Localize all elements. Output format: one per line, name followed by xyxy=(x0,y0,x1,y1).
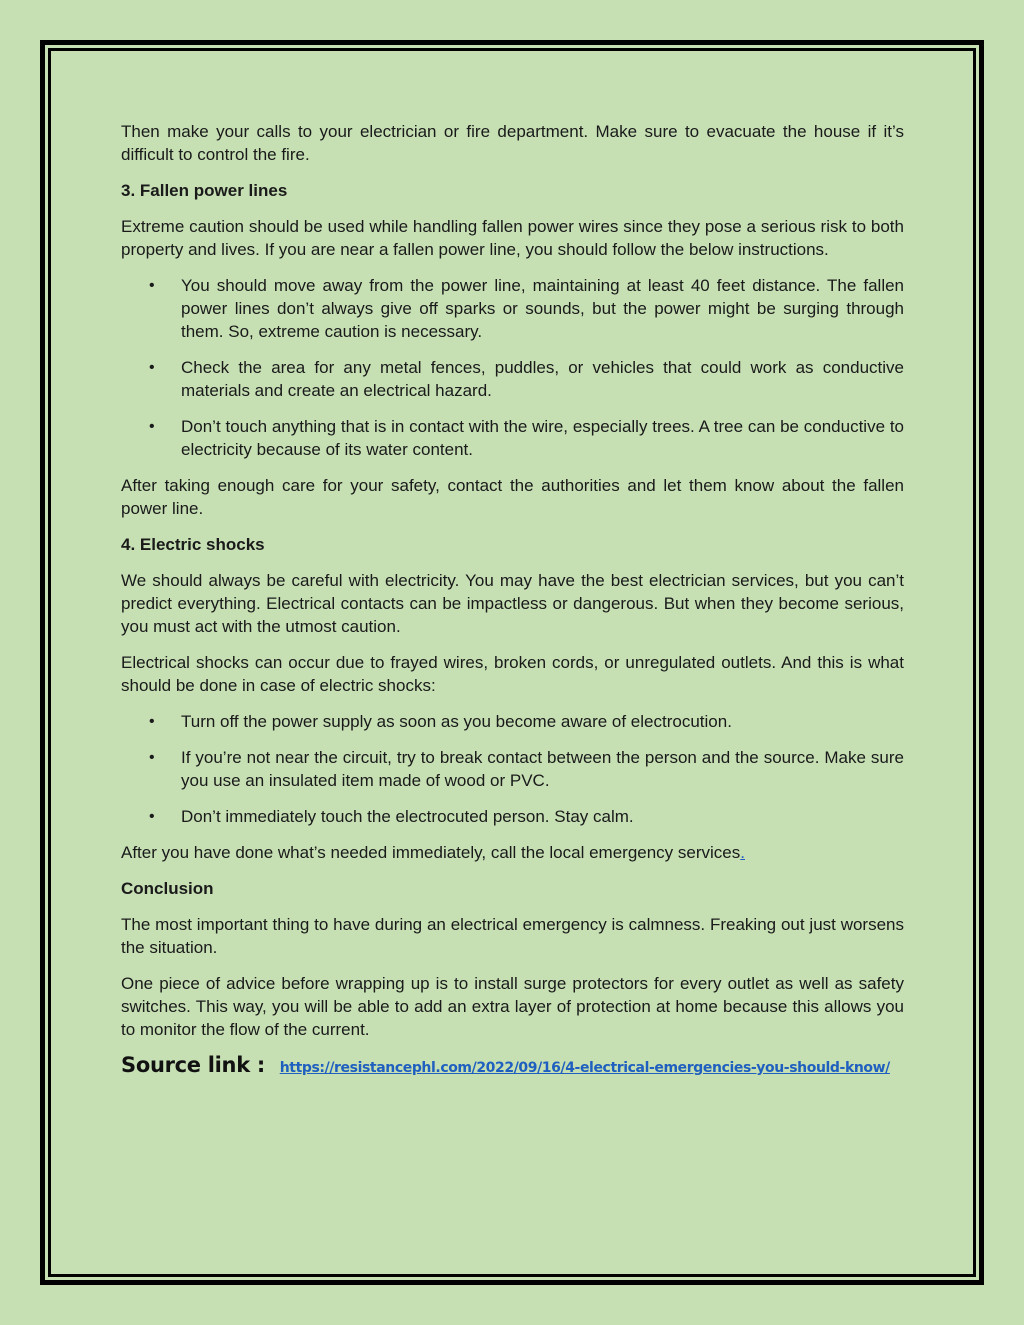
list-item xyxy=(121,805,904,828)
list-item-text: Don’t immediately touch the electrocuted person. Stay calm. xyxy=(181,807,634,826)
source-link-label: Source link : xyxy=(121,1053,265,1077)
shocks-paragraph-2: Electrical shocks can occur due to frayed wires, broken cords, or unregulated outlets. And this is what should be done in case of electric shocks: xyxy=(121,653,904,695)
trailing-link[interactable]: . xyxy=(740,843,745,862)
fallen-intro-paragraph: Extreme caution should be used while handling fallen power wires since they pose a serious risk to both property and lives. If you are near a fallen power line, you should follow the below instructions. xyxy=(121,217,904,259)
list-item-text: If you’re not near the circuit, try to break contact between the person and the source. Make sure you use an insulated item made of wood or PVC. xyxy=(181,748,904,790)
list-item xyxy=(121,415,904,461)
fallen-after-paragraph: After taking enough care for your safety, contact the authorities and let them know about the fallen power line. xyxy=(121,476,904,518)
heading-electric-shocks: 4. Electric shocks xyxy=(121,535,265,554)
bullet-icon: • xyxy=(149,418,155,435)
bullet-icon: • xyxy=(149,713,155,730)
bullet-icon: • xyxy=(149,277,155,294)
intro-paragraph: Then make your calls to your electrician or fire department. Make sure to evacuate the house if it’s difficult to control the fire. xyxy=(121,122,904,164)
bullet-icon: • xyxy=(149,749,155,766)
document-body xyxy=(121,120,904,1080)
list-item-text: You should move away from the power line, maintaining at least 40 feet distance. The fallen power lines don’t always give off sparks or sounds, but the power might be surging through them. So, extreme caution is necessary. xyxy=(181,276,904,341)
conclusion-paragraph-1: The most important thing to have during an electrical emergency is calmness. Freaking out just worsens the situation. xyxy=(121,915,904,957)
bullet-icon: • xyxy=(149,359,155,376)
list-item-text: Don’t touch anything that is in contact with the wire, especially trees. A tree can be conductive to electricity because of its water content. xyxy=(181,417,904,459)
fallen-bullet-list xyxy=(121,274,904,461)
list-item xyxy=(121,356,904,402)
list-item xyxy=(121,746,904,792)
list-item xyxy=(121,274,904,343)
shocks-after-paragraph xyxy=(121,841,904,864)
shocks-after-text: After you have done what’s needed immediately, call the local emergency services xyxy=(121,843,741,862)
source-link-url[interactable]: https://resistancephl.com/2022/09/16/4-electrical-emergencies-you-should-know/ xyxy=(279,1060,890,1076)
bullet-icon: • xyxy=(149,808,155,825)
shocks-bullet-list xyxy=(121,710,904,828)
heading-conclusion: Conclusion xyxy=(121,879,214,898)
conclusion-paragraph-2: One piece of advice before wrapping up is to install surge protectors for every outlet as well as safety switches. This way, you will be able to add an extra layer of protection at home because this allows you to monitor the flow of the current. xyxy=(121,974,904,1039)
source-link-row xyxy=(121,1054,904,1080)
heading-fallen-power-lines: 3. Fallen power lines xyxy=(121,181,288,200)
list-item-text: Check the area for any metal fences, puddles, or vehicles that could work as conductive materials and create an electrical hazard. xyxy=(181,358,904,400)
list-item xyxy=(121,710,904,733)
shocks-paragraph-1: We should always be careful with electricity. You may have the best electrician services, but you can’t predict everything. Electrical contacts can be impactless or dangerous. But when they become serious, you must act with the utmost caution. xyxy=(121,571,904,636)
list-item-text: Turn off the power supply as soon as you become aware of electrocution. xyxy=(181,712,732,731)
